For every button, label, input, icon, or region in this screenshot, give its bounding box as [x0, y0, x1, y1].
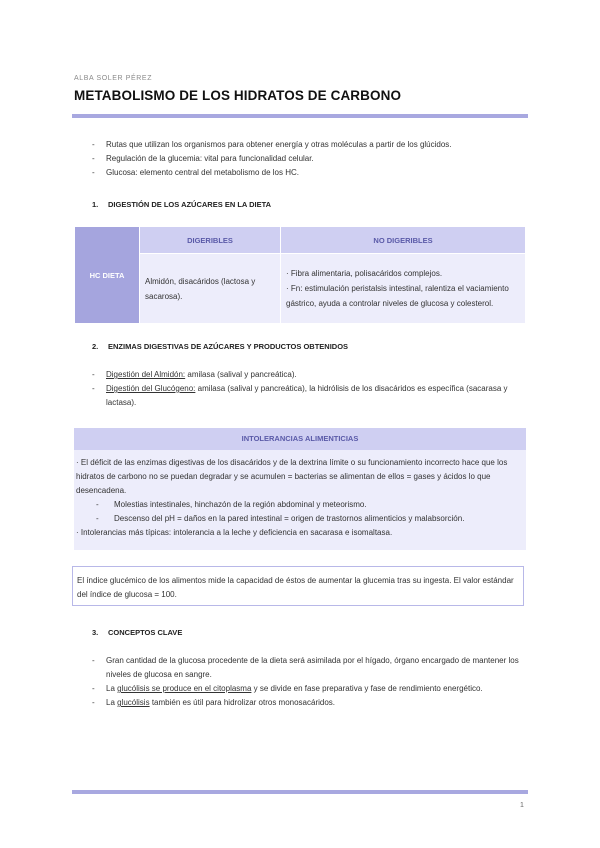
list-item: - Gran cantidad de la glucosa procedente de la dieta será asimilada por el hígado, órgano encargado de mantener los niveles de glucosa en sangre. — [92, 656, 519, 679]
list-item: - Rutas que utilizan los organismos para obtener energía y otras moléculas a partir de los glúcidos. — [92, 140, 452, 149]
digestion-table — [74, 226, 526, 324]
title-divider — [72, 114, 528, 118]
list-item: - Regulación de la glucemia: vital para funcionalidad celular. — [92, 154, 314, 163]
table-cell-no-digeribles: · Fibra alimentaria, polisacáridos complejos. · Fn: estimulación peristalsis intestinal, ralentiza el vaciamiento gástrico, ayuda a controlar niveles de glucosa y colesterol. — [281, 254, 526, 324]
list-item: - Digestión del Almidón: amilasa (salival y pancreática). — [92, 370, 297, 379]
table-col-header-digeribles: DIGERIBLES — [140, 227, 281, 254]
page-number: 1 — [520, 802, 524, 809]
glycemic-index-box: El índice glucémico de los alimentos mide la capacidad de éstos de aumentar la glucemia tras su ingesta. El valor estándar del índice de glucosa = 100. — [72, 566, 524, 606]
page-title: METABOLISMO DE LOS HIDRATOS DE CARBONO — [74, 88, 402, 103]
enzymes-list — [92, 368, 532, 410]
list-item: - Descenso del pH = daños en la pared intestinal = origen de trastornos alimenticios y malabsorción. — [96, 514, 465, 523]
list-item: - La glucólisis se produce en el citoplasma y se divide en fase preparativa y fase de rendimiento energético. — [92, 684, 483, 693]
intro-list — [92, 138, 532, 180]
section-heading-1: 1. DIGESTIÓN DE LOS AZÚCARES EN LA DIETA — [92, 200, 272, 209]
author-name: ALBA SOLER PÉREZ — [74, 75, 153, 82]
table-row-header: HC DIETA — [75, 227, 140, 324]
intolerances-body: · El déficit de las enzimas digestivas de los disacáridos y de la dextrina límite o su funcionamiento incorrecto hace que los hidratos de carbono no se puedan degradar y se acumulen = bacterias se alimentan de ellos = gases y ácidos lo que desencadena. - Molestias intestinales, hinchazón de la región abdominal y meteorismo. - Descenso del pH = daños en la pared intestinal = origen de trastornos alimenticios y malabsorción. · Intolerancias más típicas: intolerancia a la leche y deficiencia en sacarasa e isomaltasa. — [76, 456, 526, 540]
table-col-header-no-digeribles: NO DIGERIBLES — [281, 227, 526, 254]
list-item: - Digestión del Glucógeno: amilasa (salival y pancreática), la hidrólisis de los disacáridos es específica (sacarasa y lactasa). — [92, 384, 508, 407]
section-heading-3: 3. CONCEPTOS CLAVE — [92, 628, 183, 637]
list-item: - Molestias intestinales, hinchazón de la región abdominal y meteorismo. — [96, 500, 367, 509]
concepts-list — [92, 654, 532, 710]
list-item: - Glucosa: elemento central del metabolismo de los HC. — [92, 168, 299, 177]
intolerances-title: INTOLERANCIAS ALIMENTICIAS — [74, 428, 526, 450]
table-cell-digeribles: Almidón, disacáridos (lactosa y sacarosa). — [140, 254, 281, 324]
footer-divider — [72, 790, 528, 794]
section-heading-2: 2. ENZIMAS DIGESTIVAS DE AZÚCARES Y PRODUCTOS OBTENIDOS — [92, 342, 349, 351]
list-item: - La glucólisis también es útil para hidrolizar otros monosacáridos. — [92, 698, 336, 707]
